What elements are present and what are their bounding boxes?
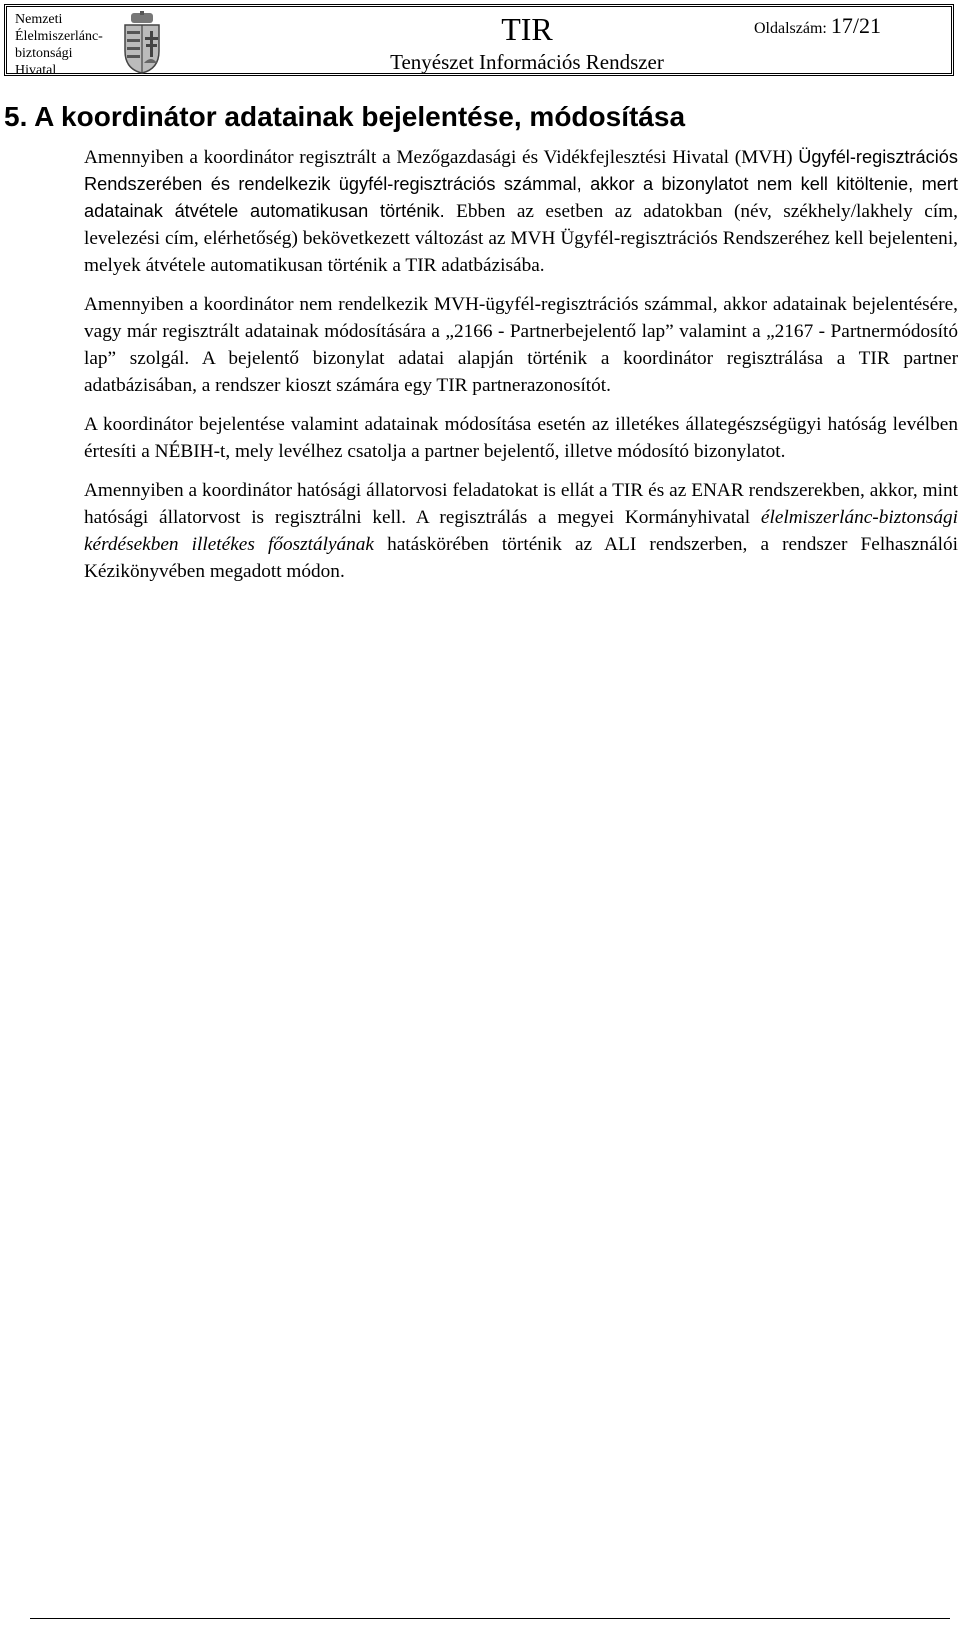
organization-name: Nemzeti Élelmiszerlánc- biztonsági Hivatal	[15, 12, 103, 78]
paragraph-3: A koordinátor bejelentése valamint adatainak módosítása esetén az illetékes állategészségügyi hatóság levélben értesíti a NÉBIH-t, mely levélhez csatolja a partner bejelentő, illetve módosító bizonylatot.	[84, 414, 958, 462]
coat-of-arms-icon	[119, 11, 165, 75]
paragraph-2: Amennyiben a koordinátor nem rendelkezik MVH-ügyfél-regisztrációs számmal, akkor adatainak bejelentésére, vagy már regisztrált adatainak módosítására a „2166 - Partnerbejelentő lap” valamint a „2167 - Partnermódosító lap” szolgál. A bejelentő bizonylat adatai alapján történik a koordinátor regisztrálása a TIR partner adatbázisában, a rendszer kioszt számára egy TIR partnerazonosítót.	[84, 294, 958, 396]
paragraph-1: Amennyiben a koordinátor regisztrált a Mezőgazdasági és Vidékfejlesztési Hivatal (MVH) Ügyfél-regisztrációs Rendszerében és rendelkezik ügyfél-regisztrációs számmal, akkor a bizonylatot nem kell kitöltenie, mert adatainak átvétele automatikusan történik. Ebben az esetben az adatokban (név, székhely/lakhely cím, levelezési cím, elérhetőség) bekövetkezett változást az MVH Ügyfél-regisztrációs Rendszeréhez kell bejelenteni, melyek átvétele automatikusan történik a TIR adatbázisába.	[84, 147, 958, 276]
page-header	[4, 4, 954, 76]
section-heading: 5. A koordinátor adatainak bejelentése, módosítása	[4, 101, 686, 132]
document-subtitle: Tenyészet Információs Rendszer	[390, 50, 664, 74]
page-number-value: 17/21	[830, 13, 881, 38]
page-number	[754, 13, 881, 39]
document-title: TIR	[501, 11, 553, 47]
document-body	[84, 144, 958, 597]
paragraph-4: Amennyiben a koordinátor hatósági állatorvosi feladatokat is ellát a TIR és az ENAR rendszerekben, akkor, mint hatósági állatorvost is regisztrálni kell. A regisztrálás a megyei Kormányhivatal élelmiszerlánc-biztonsági kérdésekben illetékes főosztályának hatáskörében történik az ALI rendszerben, a rendszer Felhasználói Kézikönyvében megadott módon.	[84, 480, 958, 582]
footer-divider	[30, 1618, 950, 1619]
page-number-label: Oldalszám:	[754, 20, 827, 37]
